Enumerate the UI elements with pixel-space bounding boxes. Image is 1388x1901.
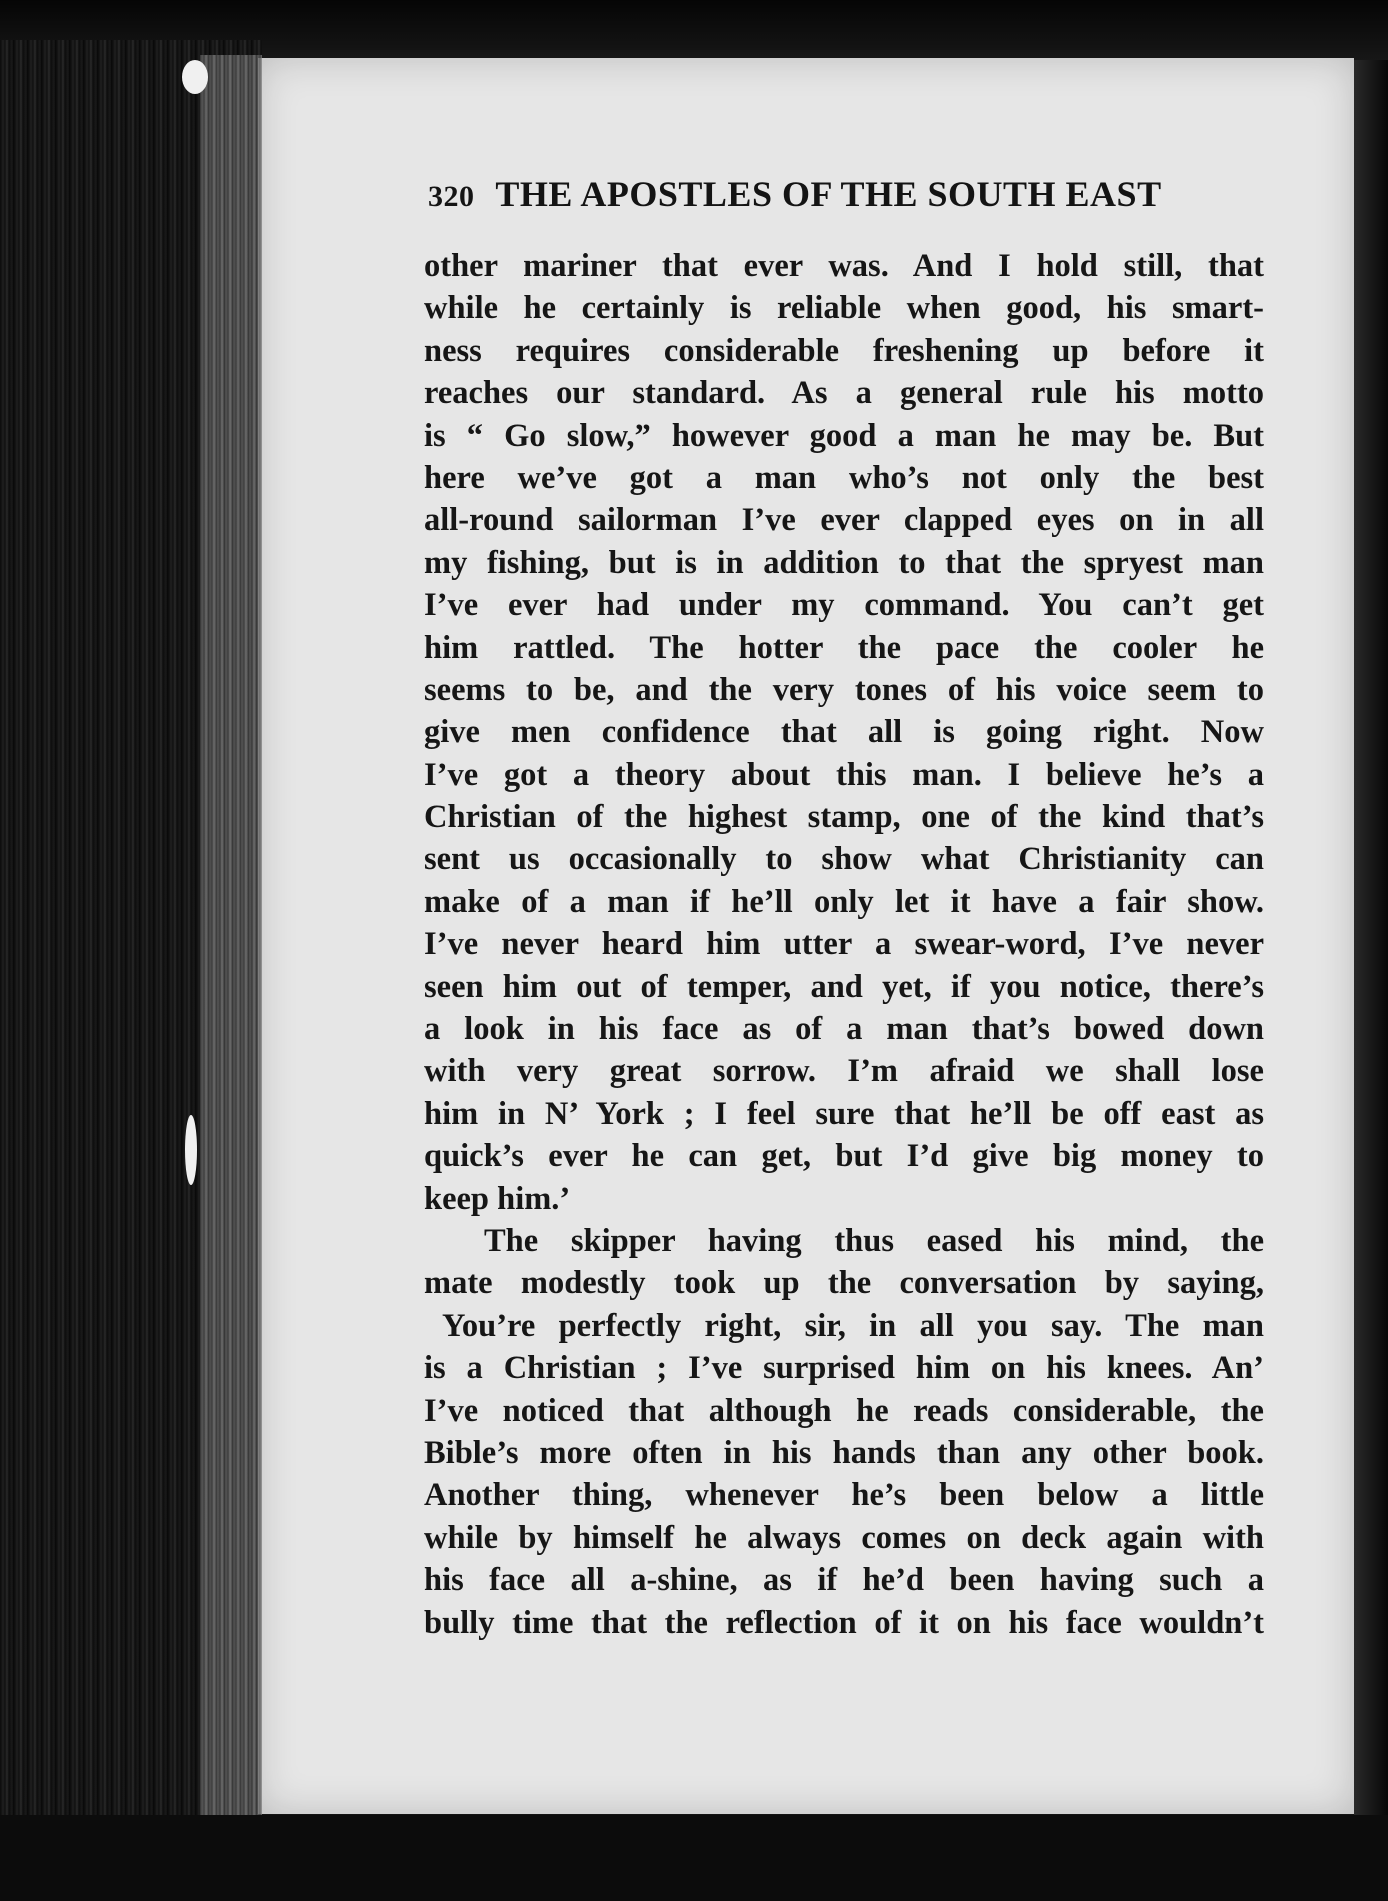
text-line: give men confidence that all is going right. Now [424,714,1264,751]
text-line: bully time that the reflection of it on his face wouldn’t [424,1604,1264,1641]
text-line: seen him out of temper, and yet, if you notice, there’s [424,968,1264,1005]
text-line: a look in his face as of a man that’s bowed down [424,1011,1264,1048]
text-line: I’ve noticed that although he reads considerable, the [424,1392,1264,1429]
paragraph-end-line: keep him.’ [424,1180,571,1217]
text-line: him in N’ York ; I feel sure that he’ll be off east as [424,1095,1264,1132]
page-gutter [200,55,262,1815]
text-line: all-round sailorman I’ve ever clapped eyes on in all [424,502,1264,539]
text-line: I’ve got a theory about this man. I believe he’s a [424,756,1264,793]
text-line: I’ve ever had under my command. You can’t get [424,587,1264,624]
text-line: him rattled. The hotter the pace the cooler he [424,629,1264,666]
text-line: is a Christian ; I’ve surprised him on his knees. An’ [424,1350,1264,1387]
scanner-bottom-edge [0,1815,1388,1901]
text-line: sent us occasionally to show what Christianity can [424,841,1264,878]
running-header [428,173,1218,215]
paragraph-start-line: The skipper having thus eased his mind, the [484,1222,1264,1259]
text-line: mate modestly took up the conversation by saying, [424,1265,1264,1302]
text-line: while he certainly is reliable when good, his smart- [424,290,1264,327]
text-line: other mariner that ever was. And I hold still, that [424,248,1264,284]
text-line: seems to be, and the very tones of his voice seem to [424,671,1264,708]
page-number: 320 [428,180,475,213]
body-text [424,245,1264,1644]
text-line: make of a man if he’ll only let it have a fair show. [424,883,1264,920]
text-line: Bible’s more often in his hands than any other book. [424,1434,1264,1471]
text-line: I’ve never heard him utter a swear-word, I’ve never [424,926,1264,963]
text-line: Christian of the highest stamp, one of the kind that’s [424,799,1264,836]
text-line: reaches our standard. As a general rule his motto [424,375,1264,412]
scan-speck [185,1115,197,1185]
running-title: THE APOSTLES OF THE SOUTH EAST [495,174,1162,214]
text-line: my fishing, but is in addition to that the spryest man [424,544,1264,581]
text-line: ness requires considerable freshening up before it [424,332,1264,369]
text-line: Another thing, whenever he’s been below a little [424,1477,1264,1514]
text-line: is “ Go slow,” however good a man he may be. But [424,417,1264,454]
right-page-edge [1354,60,1388,1820]
text-line: his face all a-shine, as if he’d been having such a [424,1562,1264,1599]
text-line: with very great sorrow. I’m afraid we shall lose [424,1053,1264,1090]
text-line: while by himself he always comes on deck again with [424,1519,1264,1556]
text-line: quick’s ever he can get, but I’d give big money to [424,1138,1264,1175]
text-line: You’re perfectly right, sir, in all you say. The man [442,1307,1264,1344]
text-line: here we’ve got a man who’s not only the best [424,459,1264,496]
scan-speck [182,60,208,94]
